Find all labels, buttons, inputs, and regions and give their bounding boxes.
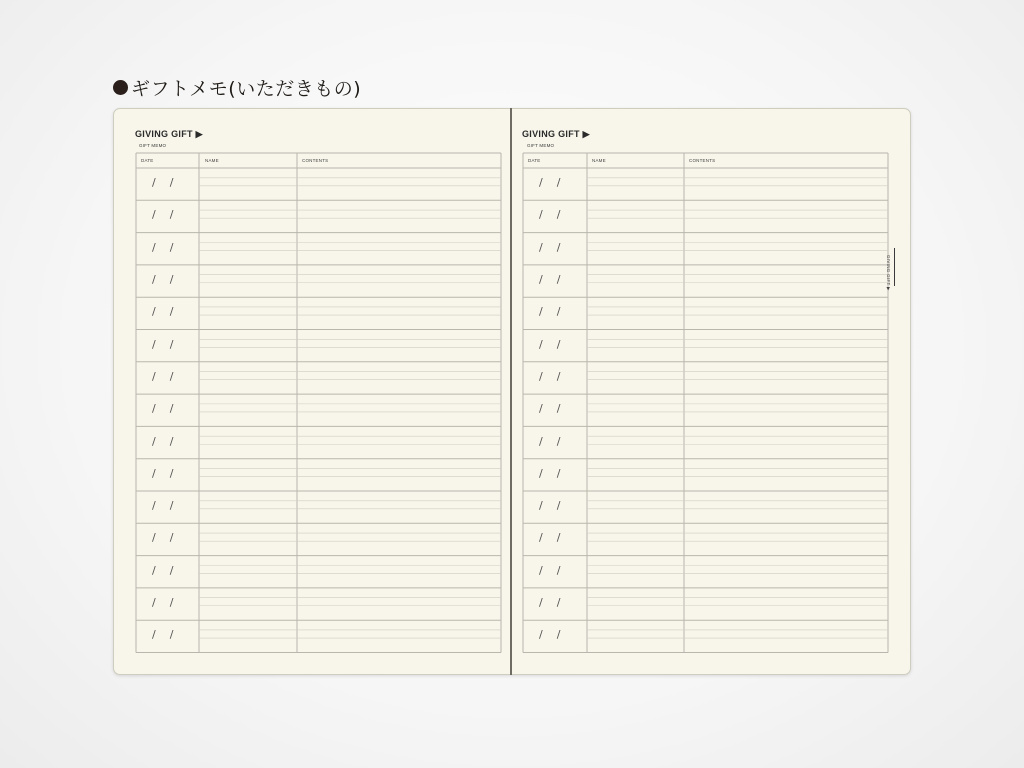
left-col-date: DATE: [141, 158, 154, 163]
right-col-contents: CONTENTS: [689, 158, 716, 163]
left-page-subtitle: GIFT MEMO: [139, 143, 167, 148]
section-heading-text: ギフトメモ(いただきもの): [131, 78, 362, 100]
date-placeholder: / /: [539, 273, 561, 287]
date-placeholder: / /: [152, 434, 174, 448]
date-placeholder: / /: [152, 369, 174, 383]
date-placeholder: / /: [152, 596, 174, 610]
right-page-subtitle: GIFT MEMO: [527, 143, 555, 148]
date-placeholder: / /: [539, 499, 561, 513]
right-col-date: DATE: [528, 158, 541, 163]
date-placeholder: / /: [539, 466, 561, 480]
date-placeholder: / /: [539, 305, 561, 319]
side-tab-label: GIVING GIFT ▶: [886, 255, 891, 291]
date-placeholder: / /: [539, 531, 561, 545]
date-placeholder: / /: [539, 176, 561, 190]
date-placeholder: / /: [539, 563, 561, 577]
right-col-name: NAME: [592, 158, 606, 163]
date-placeholder: / /: [152, 305, 174, 319]
side-tab-marker: [894, 248, 895, 286]
date-placeholder: / /: [152, 176, 174, 190]
date-placeholder: / /: [539, 402, 561, 416]
right-page-title: GIVING GIFT ▶: [522, 129, 590, 139]
date-placeholder: / /: [152, 208, 174, 222]
date-placeholder: / /: [539, 369, 561, 383]
date-placeholder: / /: [152, 466, 174, 480]
date-placeholder: / /: [152, 240, 174, 254]
date-placeholder: / /: [539, 628, 561, 642]
left-col-name: NAME: [205, 158, 219, 163]
date-placeholder: / /: [152, 273, 174, 287]
left-col-contents: CONTENTS: [302, 158, 329, 163]
date-placeholder: / /: [539, 208, 561, 222]
date-placeholder: / /: [152, 337, 174, 351]
date-placeholder: / /: [539, 434, 561, 448]
date-placeholder: / /: [152, 628, 174, 642]
date-placeholder: / /: [152, 531, 174, 545]
date-placeholder: / /: [539, 337, 561, 351]
date-placeholder: / /: [152, 402, 174, 416]
date-placeholder: / /: [152, 563, 174, 577]
date-placeholder: / /: [152, 499, 174, 513]
date-placeholder: / /: [539, 596, 561, 610]
left-page-title: GIVING GIFT ▶: [135, 129, 203, 139]
date-placeholder: / /: [539, 240, 561, 254]
